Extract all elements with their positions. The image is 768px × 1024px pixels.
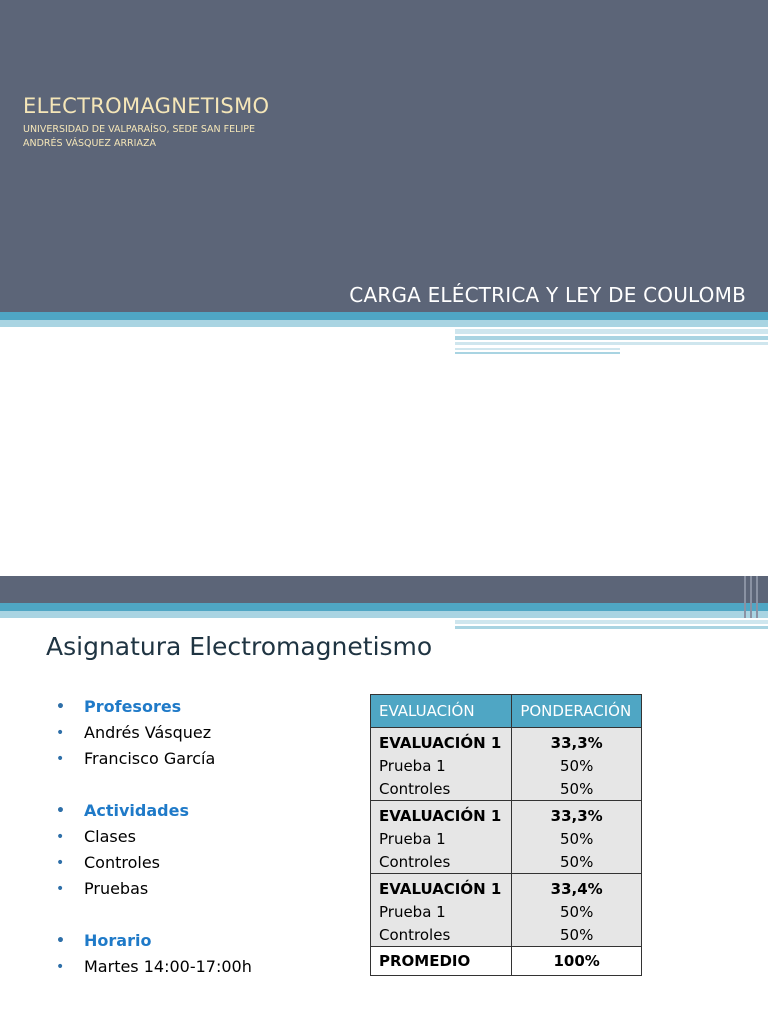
component-weight: 50% (512, 900, 642, 923)
accent-stripe (455, 342, 768, 345)
evaluation-weight: 33,3% (512, 728, 642, 755)
accent-stripe (455, 336, 768, 340)
total-value: 100% (512, 947, 642, 976)
evaluation-weight: 33,4% (512, 874, 642, 901)
column-header-ponderacion: PONDERACIÓN (512, 695, 642, 728)
accent-stripe (455, 620, 768, 624)
accent-stripe (455, 352, 620, 354)
table-row (371, 900, 642, 923)
evaluation-name: EVALUACIÓN 1 (371, 874, 512, 901)
component-name: Controles (371, 850, 512, 874)
evaluation-table (370, 694, 642, 976)
accent-stripe (0, 611, 768, 618)
accent-stripe (0, 312, 768, 320)
component-name: Prueba 1 (371, 827, 512, 850)
component-name: Prueba 1 (371, 754, 512, 777)
list-item: • Francisco García (56, 749, 216, 768)
evaluation-name: EVALUACIÓN 1 (371, 801, 512, 828)
list-item: • Clases (56, 827, 136, 846)
table-row (371, 728, 642, 755)
title-slide-header (0, 0, 768, 312)
table-row (371, 754, 642, 777)
info-list (56, 694, 356, 980)
course-info-slide (0, 576, 768, 1024)
table-row (371, 827, 642, 850)
course-title: ELECTROMAGNETISMO (23, 94, 270, 118)
component-weight: 50% (512, 850, 642, 874)
table-row (371, 777, 642, 801)
evaluation-name: EVALUACIÓN 1 (371, 728, 512, 755)
accent-stripe (455, 348, 620, 350)
table-row (371, 801, 642, 828)
accent-stripe (0, 320, 768, 327)
list-heading-profesores: • Profesores (56, 697, 182, 716)
institution-label: UNIVERSIDAD DE VALPARAÍSO, SEDE SAN FELIPE (23, 124, 255, 135)
evaluation-weight: 33,3% (512, 801, 642, 828)
component-weight: 50% (512, 827, 642, 850)
table-row (371, 874, 642, 901)
list-heading-horario: • Horario (56, 931, 152, 950)
list-item: • Controles (56, 853, 161, 872)
list-heading-actividades: • Actividades (56, 801, 189, 820)
slide-header-bar (0, 576, 768, 603)
component-name: Controles (371, 923, 512, 947)
component-name: Controles (371, 777, 512, 801)
accent-stripe (750, 576, 752, 618)
slide-title: Asignatura Electromagnetismo (46, 632, 433, 661)
list-item: • Martes 14:00-17:00h (56, 957, 252, 976)
accent-stripe (756, 576, 758, 618)
accent-stripe (744, 576, 746, 618)
topic-title: CARGA ELÉCTRICA Y LEY DE COULOMB (349, 283, 746, 307)
table-header-row (371, 695, 642, 728)
list-item: • Pruebas (56, 879, 149, 898)
column-header-evaluacion: EVALUACIÓN (371, 695, 512, 728)
author-label: ANDRÉS VÁSQUEZ ARRIAZA (23, 138, 156, 149)
component-weight: 50% (512, 777, 642, 801)
total-label: PROMEDIO (371, 947, 512, 976)
accent-stripe (455, 329, 768, 334)
component-name: Prueba 1 (371, 900, 512, 923)
list-item: • Andrés Vásquez (56, 723, 212, 742)
table-row (371, 923, 642, 947)
accent-stripe (0, 603, 768, 611)
component-weight: 50% (512, 923, 642, 947)
accent-stripe (455, 626, 768, 629)
component-weight: 50% (512, 754, 642, 777)
table-row (371, 850, 642, 874)
table-total-row (371, 947, 642, 976)
